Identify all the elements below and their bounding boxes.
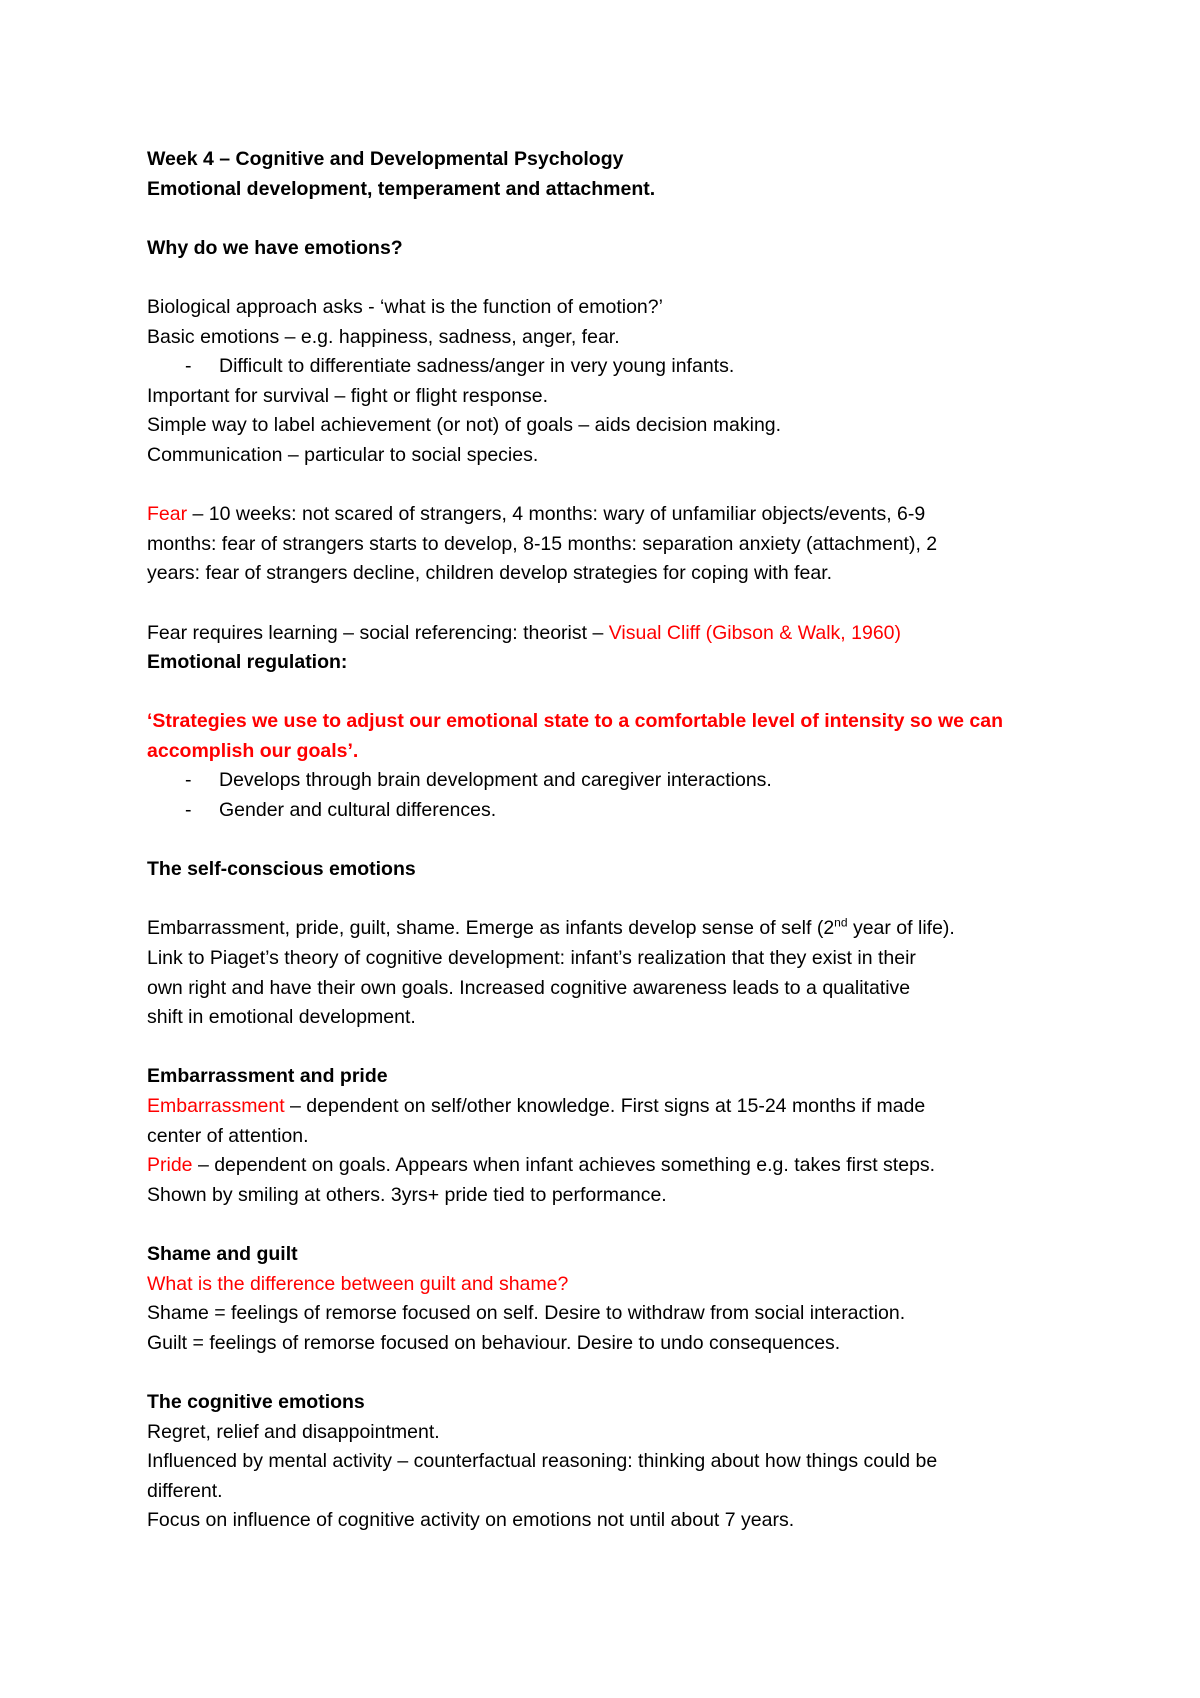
bullet-dash: -	[185, 769, 192, 792]
document-title: Week 4 – Cognitive and Developmental Psychology	[147, 148, 624, 170]
paragraph-line: Shown by smiling at others. 3yrs+ pride tied to performance.	[147, 1183, 667, 1206]
spacer	[147, 1210, 1100, 1240]
highlight-quote: ‘Strategies we use to adjust our emotional state to a comfortable level of intensity so we can	[147, 710, 1004, 733]
spacer	[147, 263, 1100, 293]
paragraph-line: Important for survival – fight or flight response.	[147, 384, 549, 407]
bullet-item	[147, 796, 1100, 826]
bullet-dash: -	[185, 355, 192, 378]
paragraph-text: year of life).	[847, 917, 955, 940]
paragraph-text: – dependent on goals. Appears when infant achieves something e.g. takes first steps.	[192, 1154, 936, 1177]
paragraph-line: Focus on influence of cognitive activity on emotions not until about 7 years.	[147, 1509, 795, 1532]
paragraph-line	[147, 914, 1100, 944]
highlight-term-fear: Fear	[147, 503, 188, 526]
paragraph-line: center of attention.	[147, 1124, 309, 1147]
paragraph-line: Regret, relief and disappointment.	[147, 1420, 440, 1443]
spacer	[147, 204, 1100, 234]
bullet-dash: -	[185, 799, 192, 822]
section-heading-self-conscious: The self-conscious emotions	[147, 858, 416, 881]
paragraph-line: different.	[147, 1479, 223, 1502]
highlight-term-pride: Pride	[147, 1154, 193, 1177]
paragraph-line: Simple way to label achievement (or not) of goals – aids decision making.	[147, 414, 782, 437]
spacer	[147, 678, 1100, 708]
paragraph-line	[147, 619, 1100, 649]
paragraph-line: Shame = feelings of remorse focused on self. Desire to withdraw from social interaction.	[147, 1302, 906, 1325]
paragraph-line: years: fear of strangers decline, children develop strategies for coping with fear.	[147, 562, 833, 585]
paragraph-text: – 10 weeks: not scared of strangers, 4 months: wary of unfamiliar objects/events, 6-9	[187, 503, 926, 526]
bullet-text: Gender and cultural differences.	[219, 799, 497, 822]
bullet-text: Develops through brain development and caregiver interactions.	[219, 769, 772, 792]
paragraph-line: Guilt = feelings of remorse focused on behaviour. Desire to undo consequences.	[147, 1331, 841, 1354]
section-heading-regulation: Emotional regulation:	[147, 651, 348, 674]
paragraph-text: Fear requires learning – social referencing: theorist –	[147, 621, 609, 644]
section-heading-shame-guilt: Shame and guilt	[147, 1242, 298, 1265]
paragraph-line: Biological approach asks - ‘what is the function of emotion?’	[147, 295, 663, 318]
spacer	[147, 1033, 1100, 1063]
paragraph-line	[147, 1151, 1100, 1181]
spacer	[147, 1358, 1100, 1388]
highlight-quote: accomplish our goals’.	[147, 739, 359, 762]
spacer	[147, 885, 1100, 915]
section-heading-embarrassment-pride: Embarrassment and pride	[147, 1065, 388, 1088]
paragraph-line	[147, 1092, 1100, 1122]
paragraph-line: shift in emotional development.	[147, 1006, 416, 1029]
spacer	[147, 471, 1100, 501]
paragraph-line: Basic emotions – e.g. happiness, sadness, anger, fear.	[147, 325, 620, 348]
section-heading-why-emotions: Why do we have emotions?	[147, 236, 403, 259]
superscript: nd	[834, 915, 848, 930]
paragraph-text: – dependent on self/other knowledge. First signs at 15-24 months if made	[284, 1095, 926, 1117]
highlight-term-embarrassment: Embarrassment	[147, 1095, 285, 1117]
paragraph-text: Embarrassment, pride, guilt, shame. Emerge as infants develop sense of self (2	[147, 917, 835, 940]
paragraph-line: Link to Piaget’s theory of cognitive development: infant’s realization that they exist in their	[147, 947, 916, 970]
spacer	[147, 826, 1100, 856]
bullet-text: Difficult to differentiate sadness/anger in very young infants.	[219, 355, 735, 378]
spacer	[147, 589, 1100, 619]
document-subtitle: Emotional development, temperament and attachment.	[147, 177, 656, 200]
paragraph-line: Communication – particular to social species.	[147, 443, 539, 466]
paragraph-line	[147, 500, 1100, 530]
paragraph-line: months: fear of strangers starts to develop, 8-15 months: separation anxiety (attachment), 2	[147, 532, 938, 555]
highlight-question: What is the difference between guilt and shame?	[147, 1272, 569, 1295]
paragraph-line: own right and have their own goals. Increased cognitive awareness leads to a qualitative	[147, 976, 911, 999]
bullet-item	[147, 352, 1100, 382]
highlight-reference: Visual Cliff (Gibson & Walk, 1960)	[608, 621, 902, 644]
bullet-item	[147, 766, 1100, 796]
section-heading-cognitive-emotions: The cognitive emotions	[147, 1390, 365, 1413]
paragraph-line: Influenced by mental activity – counterfactual reasoning: thinking about how things could be	[147, 1450, 938, 1473]
